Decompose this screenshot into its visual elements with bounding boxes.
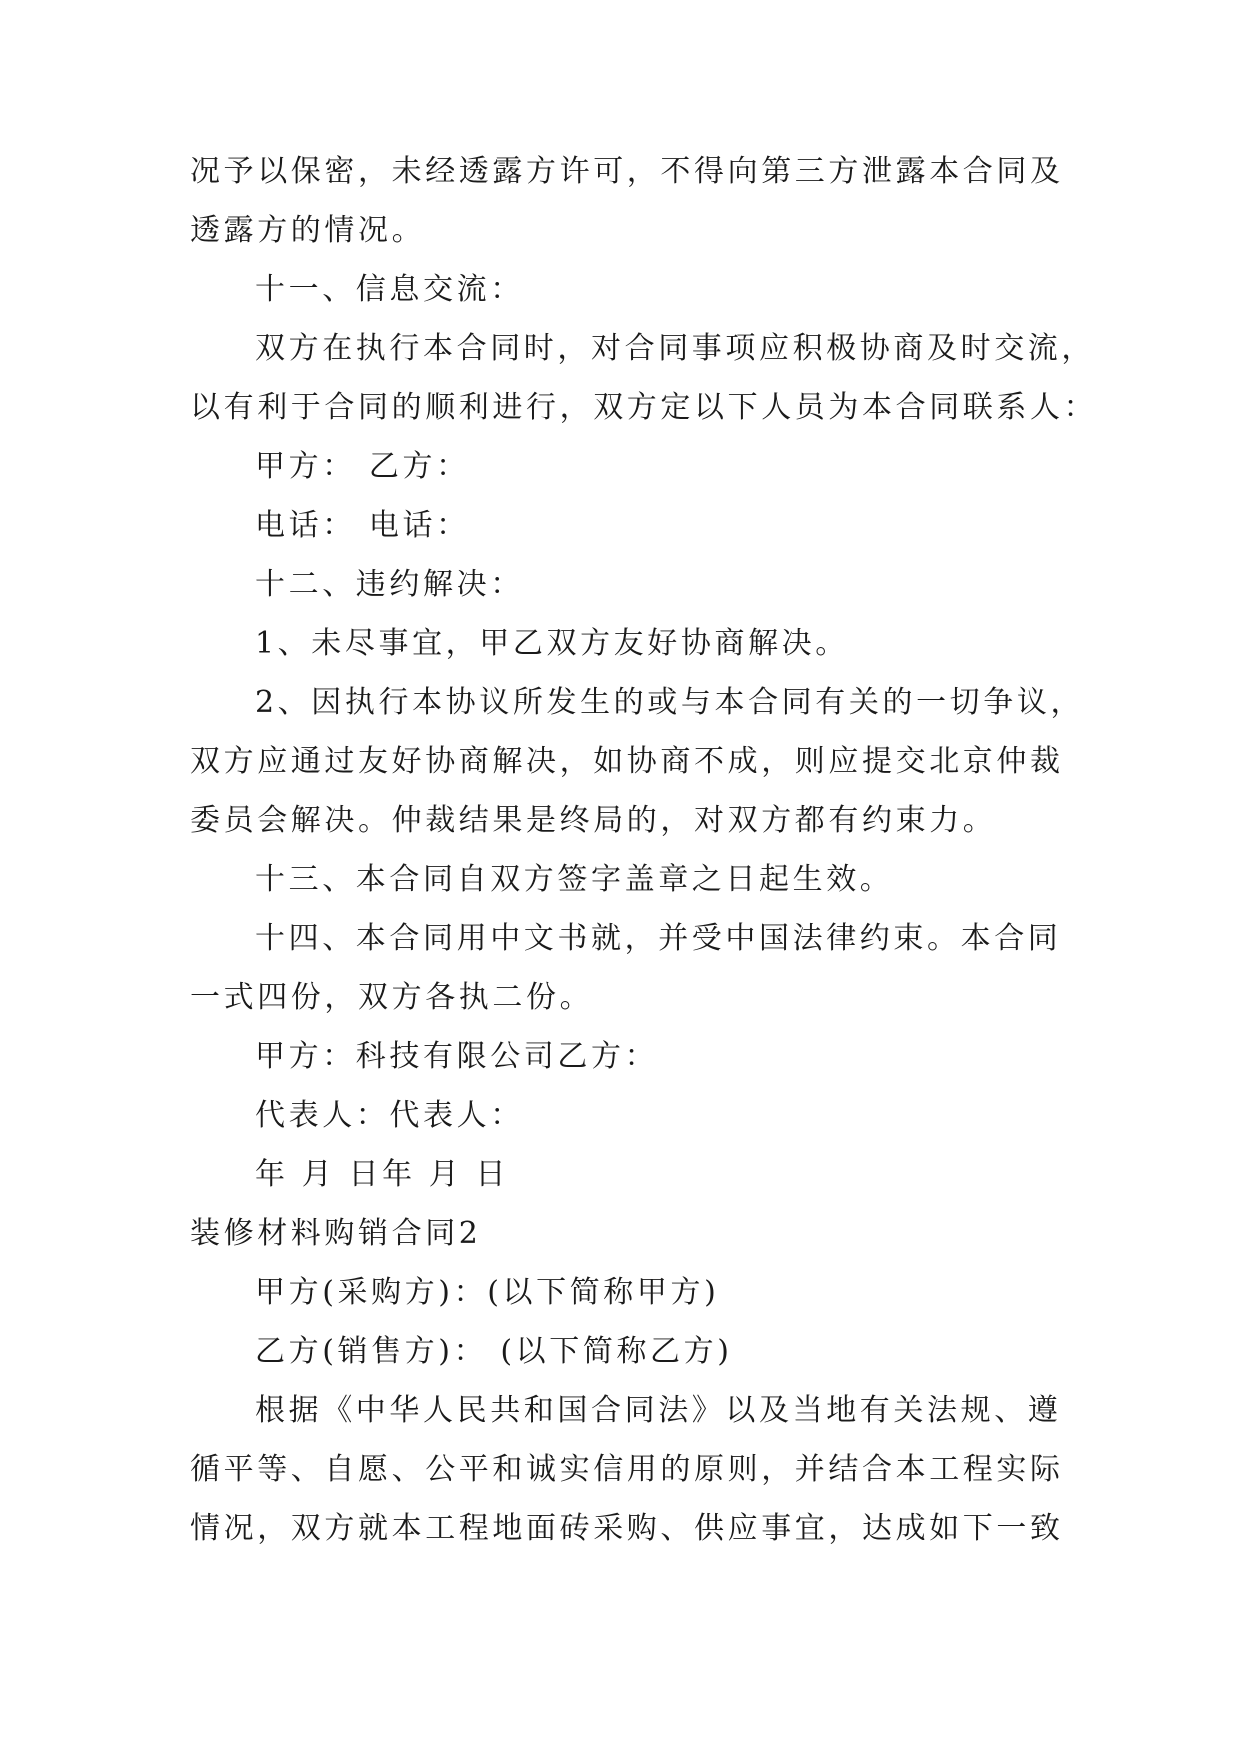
- body-text-line: 根据《中华人民共和国合同法》以及当地有关法规、遵: [255, 1393, 1062, 1428]
- body-text-line: 双方在执行本合同时，对合同事项应积极协商及时交流，: [255, 331, 1095, 366]
- body-text-line: 委员会解决。仲裁结果是终局的，对双方都有约束力。: [190, 803, 997, 838]
- body-text-line: 双方应通过友好协商解决，如协商不成，则应提交北京仲裁: [190, 744, 1064, 779]
- section-heading: 十三、本合同自双方签字盖章之日起生效。: [255, 862, 894, 897]
- clause-line: 1、未尽事宜，甲乙双方友好协商解决。: [255, 626, 849, 661]
- body-text-line: 以有利于合同的顺利进行，双方定以下人员为本合同联系人：: [190, 390, 1098, 425]
- party-line: 甲方： 乙方：: [255, 449, 470, 484]
- party-a-line: 甲方(采购方)：(以下简称甲方): [255, 1275, 720, 1310]
- section-heading: 十四、本合同用中文书就，并受中国法律约束。本合同: [255, 921, 1062, 956]
- signature-representative-line: 代表人：代表人：: [255, 1098, 524, 1133]
- clause-line: 2、因执行本协议所发生的或与本合同有关的一切争议，: [255, 685, 1085, 720]
- body-text-line: 透露方的情况。: [190, 213, 426, 248]
- section-heading: 十二、违约解决：: [255, 567, 524, 602]
- body-text-line: 一式四份，双方各执二份。: [190, 980, 594, 1015]
- party-b-line: 乙方(销售方)： (以下简称乙方): [255, 1334, 733, 1369]
- document-title: 装修材料购销合同2: [190, 1216, 482, 1251]
- signature-date-line: 年 月 日年 月 日: [255, 1157, 510, 1192]
- phone-line: 电话： 电话：: [255, 508, 470, 543]
- body-text-line: 情况，双方就本工程地面砖采购、供应事宜，达成如下一致: [190, 1511, 1064, 1546]
- body-text-line: 况予以保密，未经透露方许可，不得向第三方泄露本合同及: [190, 154, 1064, 189]
- section-heading: 十一、信息交流：: [255, 272, 524, 307]
- signature-party-line: 甲方：科技有限公司乙方：: [255, 1039, 659, 1074]
- body-text-line: 循平等、自愿、公平和诚实信用的原则，并结合本工程实际: [190, 1452, 1064, 1487]
